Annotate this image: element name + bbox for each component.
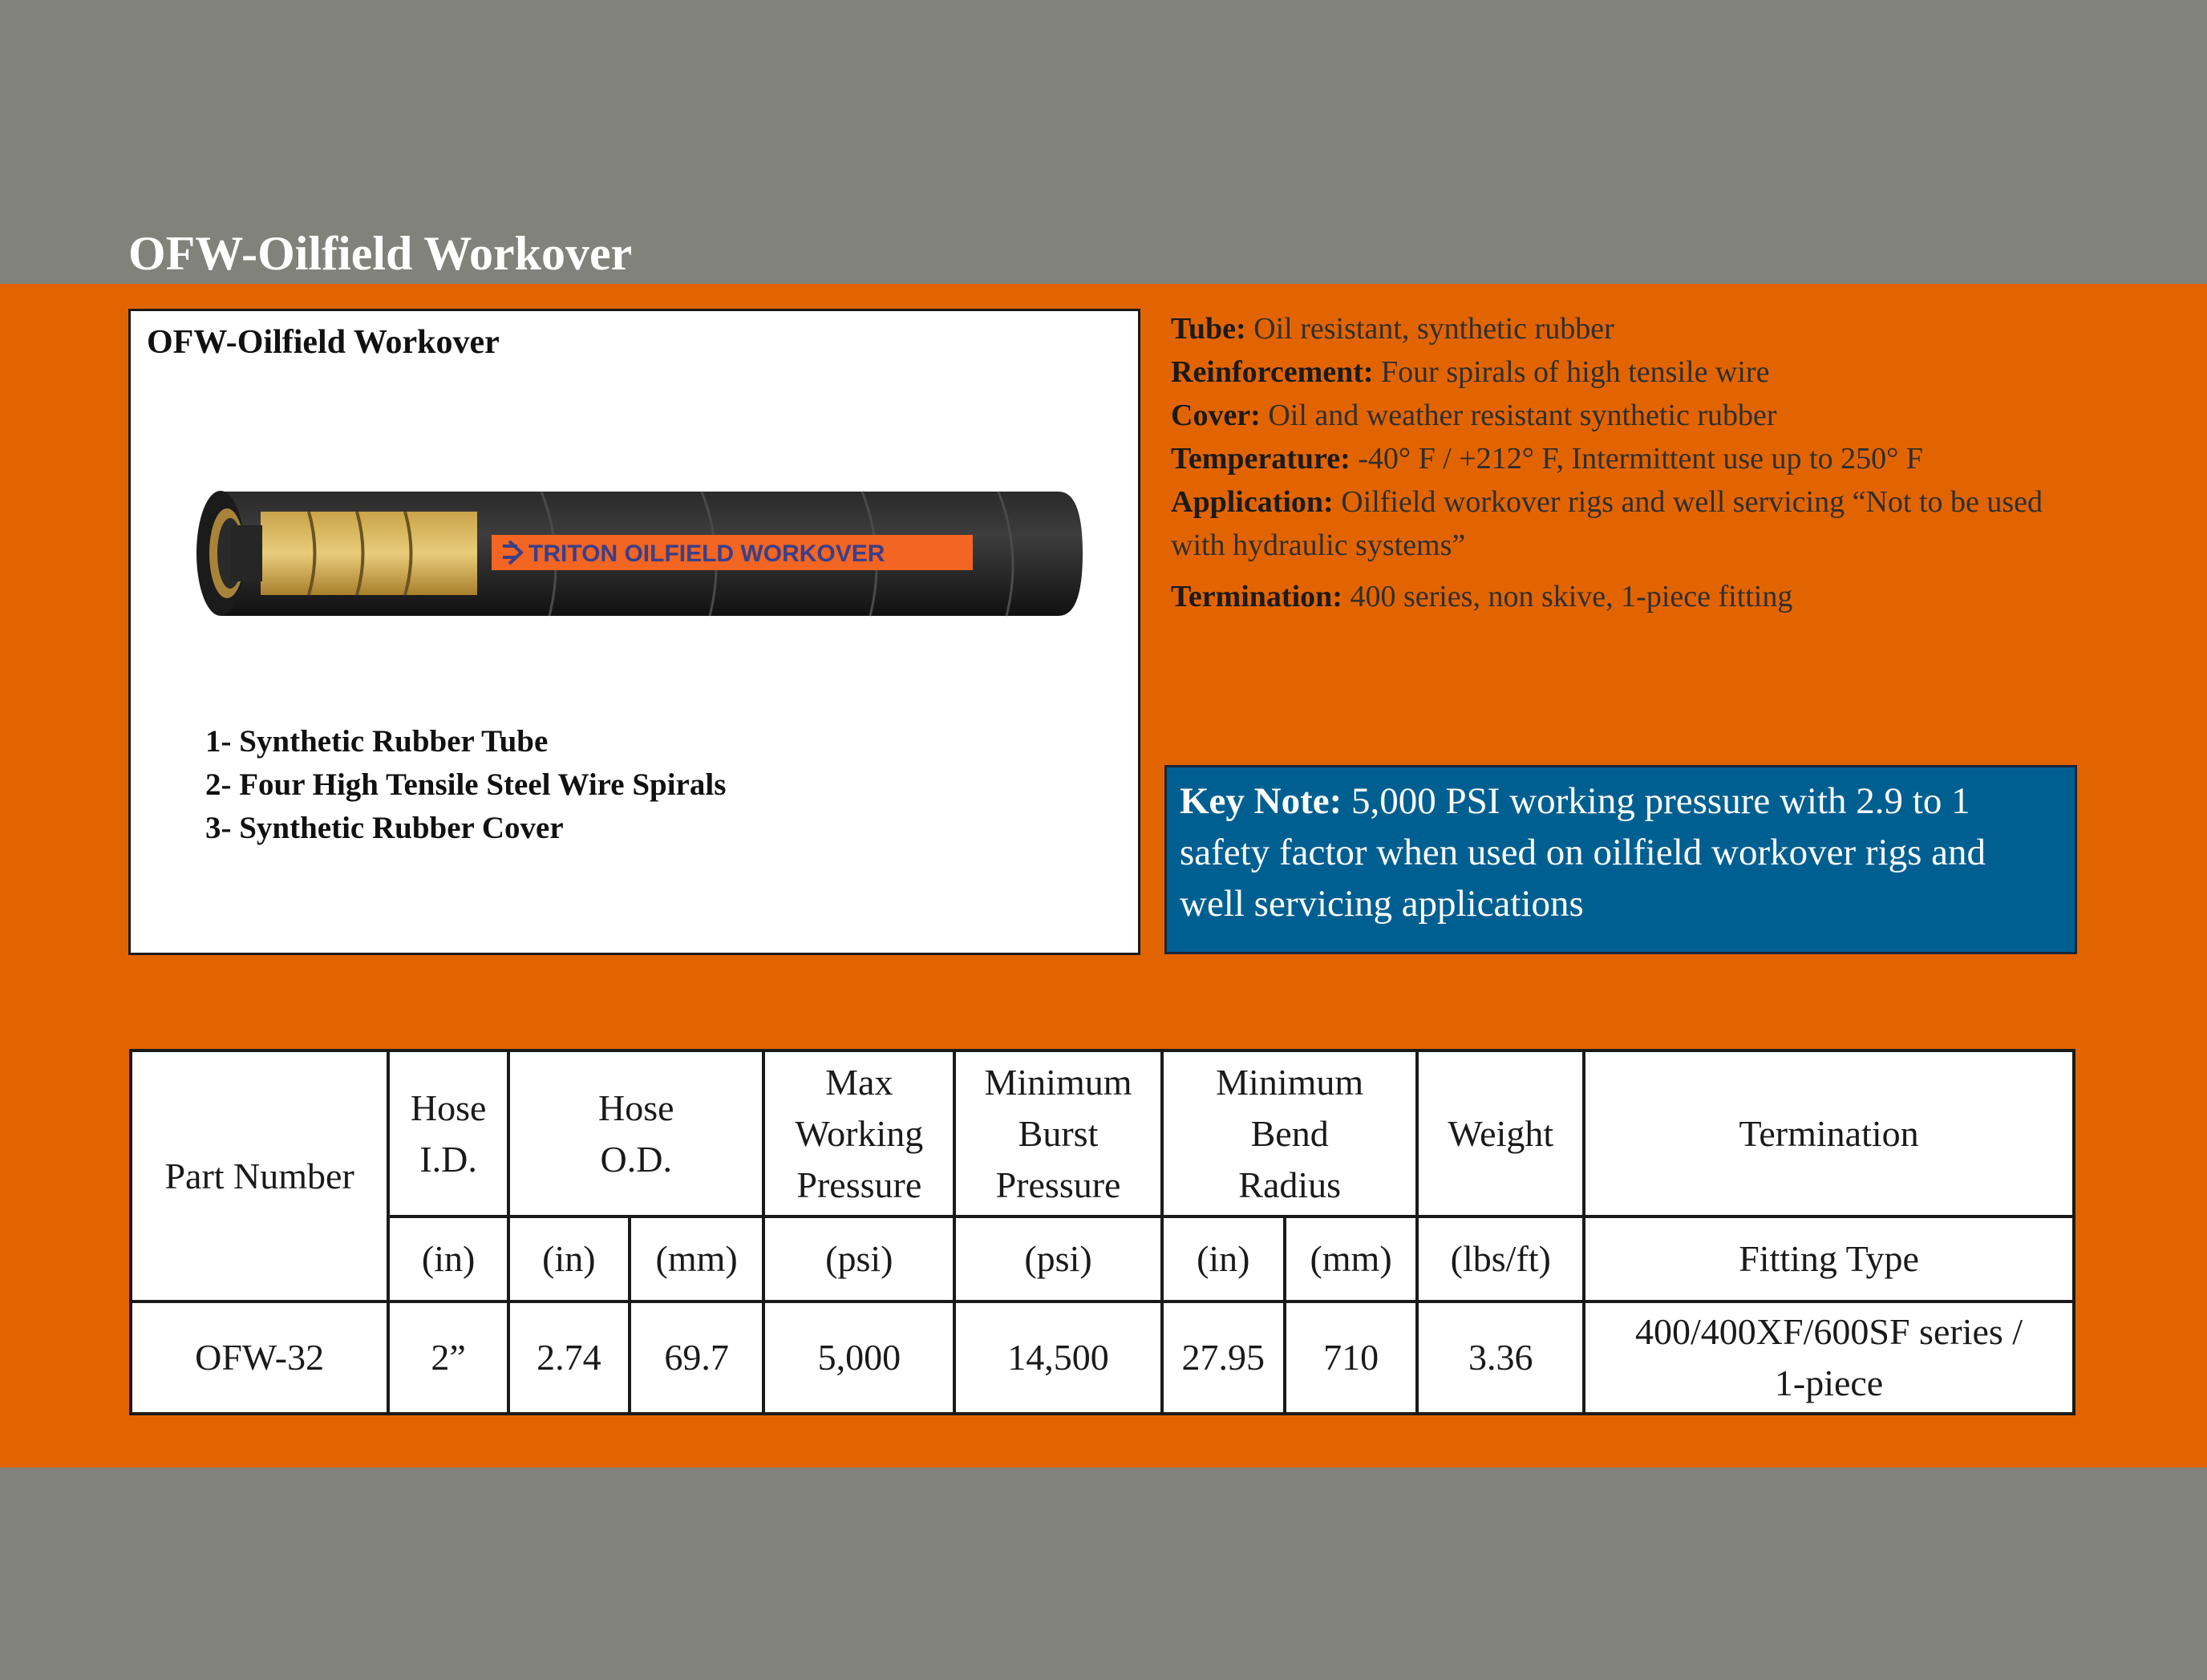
spec-label: Reinforcement: <box>1171 355 1374 389</box>
header-text: Radius <box>1238 1164 1342 1205</box>
header-text: Max <box>825 1061 893 1103</box>
spec-label: Termination: <box>1171 580 1342 613</box>
spec-termination <box>1171 575 2085 618</box>
page-title: OFW-Oilfield Workover <box>128 227 633 280</box>
header-text: Working <box>795 1112 924 1154</box>
header-weight <box>1417 1051 1584 1216</box>
header-text: Hose <box>597 1087 674 1128</box>
cell-burst-pressure: 14,500 <box>954 1301 1162 1414</box>
spec-list <box>1171 307 2085 618</box>
spec-label: Cover: <box>1171 399 1261 432</box>
legend-item: 1- Synthetic Rubber Tube <box>205 724 549 759</box>
header-text: I.D. <box>419 1138 477 1180</box>
header-text: Bend <box>1250 1112 1329 1154</box>
header-text: Termination <box>1739 1112 1919 1154</box>
header-part-number <box>131 1051 388 1301</box>
header-text: Minimum <box>1216 1061 1364 1103</box>
cell-termination <box>1584 1301 2074 1414</box>
product-image-panel <box>128 309 1140 955</box>
wire-spirals <box>261 512 477 595</box>
unit-cell: (psi) <box>763 1216 954 1301</box>
spec-value: Oilfield workover rigs and well servicing “Not to be used with hydraulic systems” <box>1171 485 2043 562</box>
header-text: Burst <box>1018 1112 1099 1154</box>
spec-value: Four spirals of high tensile wire <box>1373 355 1770 389</box>
header-bend-radius <box>1162 1051 1418 1216</box>
unit-cell: (mm) <box>630 1216 764 1301</box>
spec-value: Oil and weather resistant synthetic rubber <box>1260 399 1777 432</box>
header-hose-id <box>388 1051 508 1216</box>
unit-cell: (in) <box>388 1216 508 1301</box>
header-text: Minimum <box>984 1061 1132 1103</box>
header-text: Part Number <box>164 1155 354 1196</box>
spec-value: Oil resistant, synthetic rubber <box>1245 312 1614 346</box>
legend-item: 2- Four High Tensile Steel Wire Spirals <box>205 767 727 802</box>
cell-part-number: OFW-32 <box>131 1301 388 1414</box>
spec-label: Tube: <box>1171 312 1246 346</box>
spec-application <box>1171 480 2085 567</box>
spec-cover <box>1171 394 2085 437</box>
header-text: O.D. <box>600 1138 672 1180</box>
panel-title: OFW-Oilfield Workover <box>147 324 500 361</box>
cell-max-pressure: 5,000 <box>763 1301 954 1414</box>
cell-bend-in: 27.95 <box>1162 1301 1285 1414</box>
header-text: Weight <box>1448 1112 1554 1154</box>
header-text: Hose <box>410 1087 487 1128</box>
table-header-row <box>131 1051 2074 1216</box>
unit-cell: (mm) <box>1285 1216 1418 1301</box>
hose-label-text: TRITON OILFIELD WORKOVER <box>528 540 885 567</box>
spec-reinforcement <box>1171 350 2085 394</box>
unit-cell: Fitting Type <box>1584 1216 2074 1301</box>
legend-item: 3- Synthetic Rubber Cover <box>205 811 564 845</box>
unit-cell: (psi) <box>954 1216 1162 1301</box>
table-units-row <box>131 1216 2074 1301</box>
key-note-text: 5,000 PSI working pressure with 2.9 to 1 safety factor when used on oilfield workover rigs and well servicing applications <box>1180 780 1986 925</box>
termination-line: 1-piece <box>1774 1362 1884 1403</box>
cell-hose-id: 2” <box>388 1301 508 1414</box>
header-text: Pressure <box>796 1164 922 1205</box>
unit-cell: (in) <box>1162 1216 1285 1301</box>
header-hose-od <box>508 1051 763 1216</box>
spec-value: 400 series, non skive, 1-piece fitting <box>1342 580 1793 613</box>
unit-cell: (lbs/ft) <box>1417 1216 1584 1301</box>
spec-label: Temperature: <box>1171 442 1351 476</box>
header-termination <box>1584 1051 2074 1216</box>
spec-label: Application: <box>1171 485 1334 519</box>
header-max-pressure <box>763 1051 954 1216</box>
component-legend <box>205 720 726 850</box>
spec-tube <box>1171 307 2085 350</box>
header-text: Pressure <box>995 1164 1121 1205</box>
hose-illustration <box>188 484 1087 624</box>
key-note-box <box>1164 765 2077 954</box>
cell-od-mm: 69.7 <box>630 1301 764 1414</box>
cell-bend-mm: 710 <box>1285 1301 1418 1414</box>
spec-value: -40° F / +212° F, Intermittent use up to 250° F <box>1350 442 1923 476</box>
header-burst-pressure <box>954 1051 1162 1216</box>
cell-od-in: 2.74 <box>508 1301 630 1414</box>
unit-cell: (in) <box>508 1216 630 1301</box>
key-note-label: Key Note: <box>1180 780 1342 822</box>
spec-table <box>129 1049 2075 1415</box>
termination-line: 400/400XF/600SF series / <box>1635 1311 2023 1352</box>
spec-temperature <box>1171 437 2085 480</box>
table-row <box>131 1301 2074 1414</box>
cell-weight: 3.36 <box>1417 1301 1584 1414</box>
